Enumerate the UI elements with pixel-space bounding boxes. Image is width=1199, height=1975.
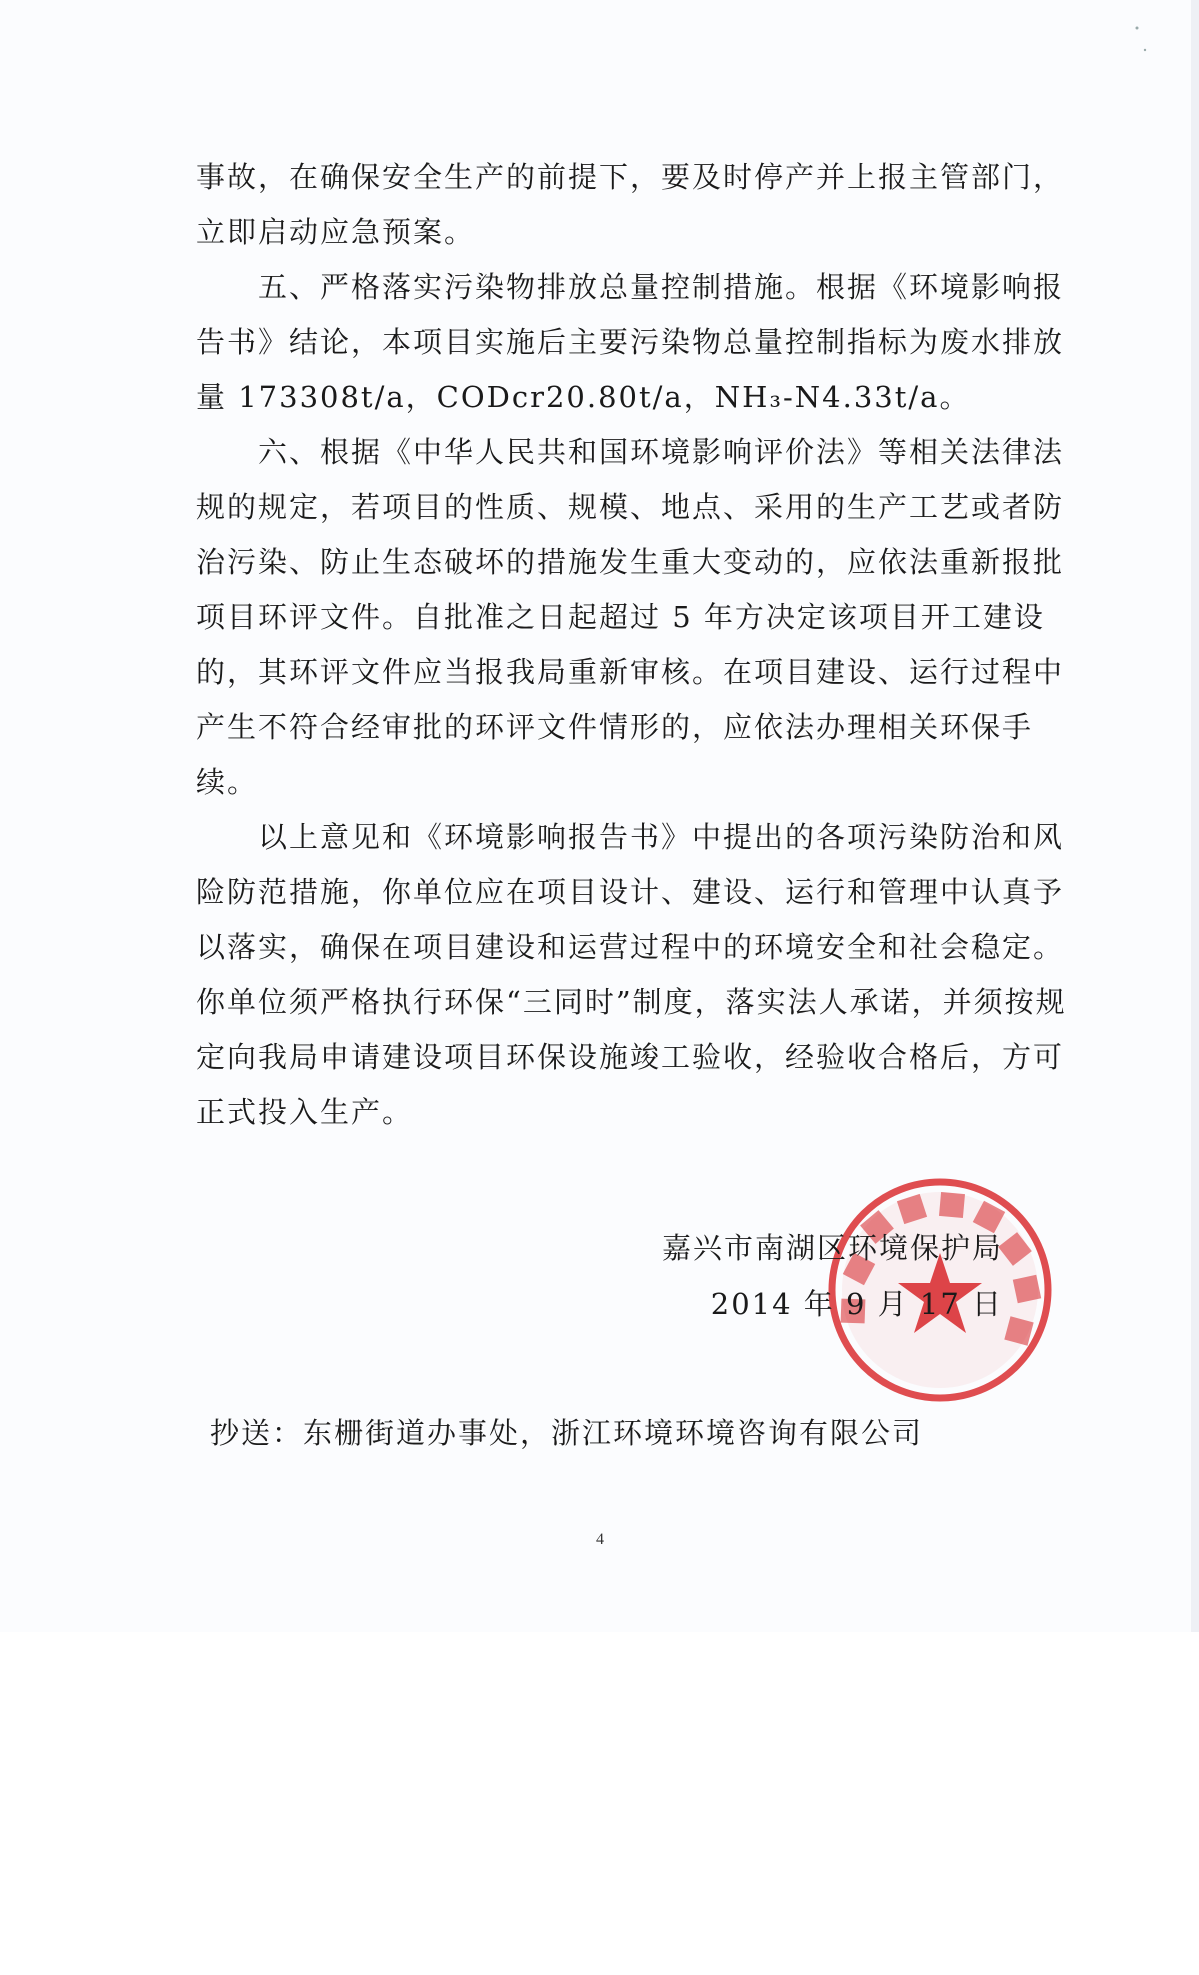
body-line: 以落实，确保在项目建设和运营过程中的环境安全和社会稳定。 bbox=[196, 930, 1065, 964]
body-line: 量 173308t/a，CODcr20.80t/a，NH₃-N4.33t/a。 bbox=[196, 380, 971, 414]
body-line: 五、严格落实污染物排放总量控制措施。根据《环境影响报 bbox=[196, 270, 1065, 304]
body-line: 产生不符合经审批的环评文件情形的，应依法办理相关环保手 bbox=[196, 710, 1034, 744]
body-line: 告书》结论，本项目实施后主要污染物总量控制指标为废水排放 bbox=[196, 325, 1065, 359]
body-line: 的，其环评文件应当报我局重新审核。在项目建设、运行过程中 bbox=[196, 655, 1065, 689]
page-number: 4 bbox=[596, 1531, 604, 1548]
body-line: 续。 bbox=[196, 765, 259, 799]
body-line: 险防范措施，你单位应在项目设计、建设、运行和管理中认真予 bbox=[196, 875, 1065, 909]
body-line: 定向我局申请建设项目环保设施竣工验收，经验收合格后，方可 bbox=[196, 1040, 1065, 1074]
body-line: 以上意见和《环境影响报告书》中提出的各项污染防治和风 bbox=[196, 820, 1065, 854]
body-line: 六、根据《中华人民共和国环境影响评价法》等相关法律法 bbox=[196, 435, 1065, 469]
body-line: 规的规定，若项目的性质、规模、地点、采用的生产工艺或者防 bbox=[196, 490, 1065, 524]
body-line: 事故，在确保安全生产的前提下，要及时停产并上报主管部门， bbox=[196, 160, 1065, 194]
body-line: 项目环评文件。自批准之日起超过 5 年方决定该项目开工建设 bbox=[196, 600, 1045, 634]
issue-date: 2014 年 9 月 17 日 bbox=[710, 1287, 1003, 1321]
body-line: 治污染、防止生态破坏的措施发生重大变动的，应依法重新报批 bbox=[196, 545, 1065, 579]
cc-line: 抄送：东栅街道办事处，浙江环境环境咨询有限公司 bbox=[210, 1416, 924, 1450]
scan-speck-icon bbox=[1131, 20, 1151, 60]
body-line: 你单位须严格执行环保“三同时”制度，落实法人承诺，并须按规 bbox=[196, 985, 1067, 1019]
body-line: 正式投入生产。 bbox=[196, 1095, 414, 1129]
body-line: 立即启动应急预案。 bbox=[196, 215, 476, 249]
issuing-authority: 嘉兴市南湖区环境保护局 bbox=[661, 1231, 1003, 1265]
body-text bbox=[196, 150, 1067, 1140]
